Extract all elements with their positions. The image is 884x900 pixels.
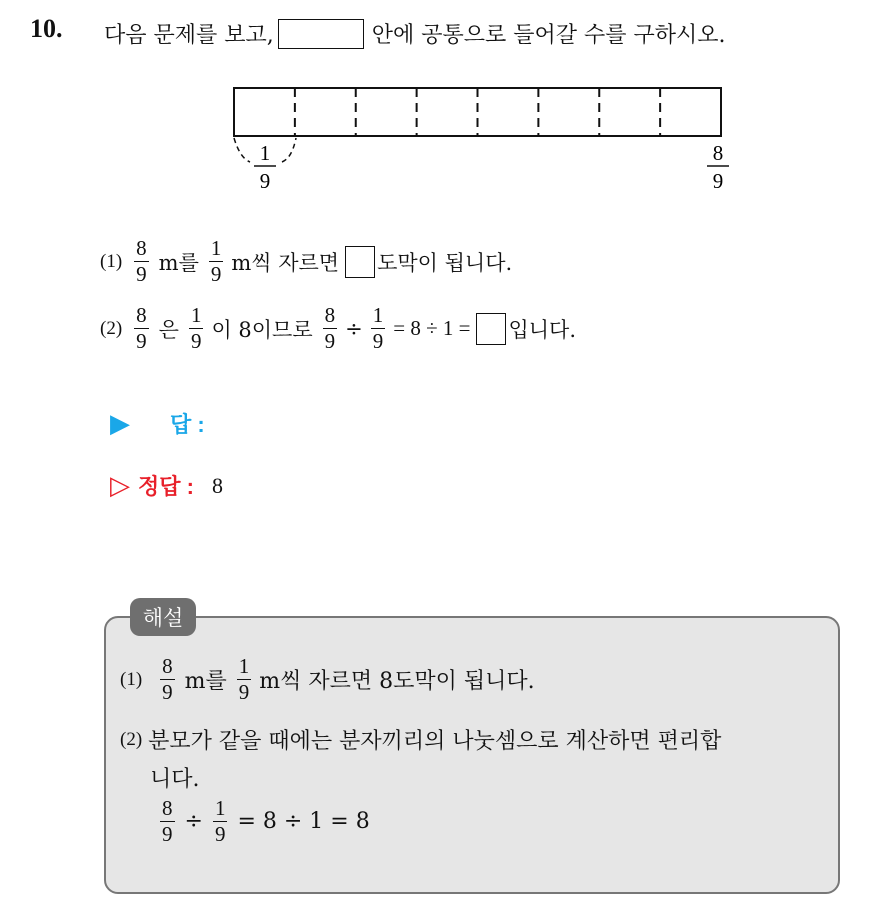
explanation-1-text-2: m씩 자르면 8도막이 됩니다. xyxy=(259,669,535,694)
explanation-1-fraction-1: $\frac{8}{9}$ xyxy=(162,654,173,704)
sub2-text-3: = 8 ÷ 1 = xyxy=(393,316,471,340)
answer-row xyxy=(110,408,205,439)
end-label-den: 9 xyxy=(712,169,724,193)
sub2-label: (2) xyxy=(100,317,123,339)
explanation-tag: 해설 xyxy=(130,598,196,636)
explanation-2-text-cont: 니다. xyxy=(150,767,200,792)
explanation-2-divide-sign: ÷ xyxy=(184,809,203,834)
question-number: 10. xyxy=(30,14,63,43)
explanation-1-fraction-2: $\frac{1}{9}$ xyxy=(238,654,250,704)
explanation-equation xyxy=(156,798,370,845)
end-label-num: 8 xyxy=(712,141,724,165)
explanation-1-text-1: m를 xyxy=(184,669,227,694)
explanation-2-fraction-1: $\frac{8}{9}$ xyxy=(162,796,173,846)
sub2-text-1: 은 xyxy=(158,317,179,342)
sub2-text-2: 이 8이므로 xyxy=(211,317,313,342)
sub-question-1 xyxy=(100,238,512,285)
sub1-text-3: 도막이 됩니다. xyxy=(377,250,513,275)
sub2-fraction-2: $\frac{1}{9}$ xyxy=(190,303,202,353)
sub2-fraction-4: $\frac{1}{9}$ xyxy=(372,303,384,353)
explanation-1-label: (1) xyxy=(120,668,143,690)
sub1-text-2: m씩 자르면 xyxy=(231,250,340,275)
first-label-num: 1 xyxy=(259,141,271,165)
question-text-after: 안에 공통으로 들어갈 수를 구하시오. xyxy=(371,23,726,48)
explanation-2-label: (2) xyxy=(120,728,143,750)
sub-question-2 xyxy=(100,305,576,352)
sub2-divide-sign: ÷ xyxy=(345,316,363,341)
sub1-blank-box xyxy=(345,246,375,278)
explanation-2-fraction-2: $\frac{1}{9}$ xyxy=(214,796,226,846)
question-text xyxy=(104,18,726,49)
correct-arrow-icon: ▷ xyxy=(110,470,130,500)
correct-answer-row xyxy=(110,470,223,501)
sub1-text-1: m를 xyxy=(158,250,199,275)
sub1-fraction-2: $\frac{1}{9}$ xyxy=(210,236,222,286)
answer-blank-box xyxy=(278,19,364,49)
sub1-label: (1) xyxy=(100,250,123,272)
explanation-line-3 xyxy=(150,762,200,793)
answer-arrow-icon: ▶ xyxy=(110,408,130,438)
explanation-line-2 xyxy=(120,724,721,755)
sub1-fraction-1: $\frac{8}{9}$ xyxy=(136,236,147,286)
question-text-before: 다음 문제를 보고, xyxy=(104,23,274,48)
sub2-fraction-1: $\frac{8}{9}$ xyxy=(136,303,147,353)
explanation-2-result: = 8 ÷ 1 = 8 xyxy=(237,809,370,834)
bar-dividers xyxy=(295,88,660,136)
explanation-2-text: 분모가 같을 때에는 분자끼리의 나눗셈으로 계산하면 편리합 xyxy=(148,729,722,754)
first-label-den: 9 xyxy=(259,169,271,193)
sub2-blank-box xyxy=(476,313,506,345)
correct-label: 정답 : xyxy=(138,474,194,499)
answer-label: 답 : xyxy=(170,412,205,437)
sub2-fraction-3: $\frac{8}{9}$ xyxy=(324,303,336,353)
explanation-line-1 xyxy=(120,656,535,703)
correct-value: 8 xyxy=(211,472,223,498)
sub2-text-4: 입니다. xyxy=(508,317,577,342)
fraction-bar-diagram xyxy=(220,80,740,205)
